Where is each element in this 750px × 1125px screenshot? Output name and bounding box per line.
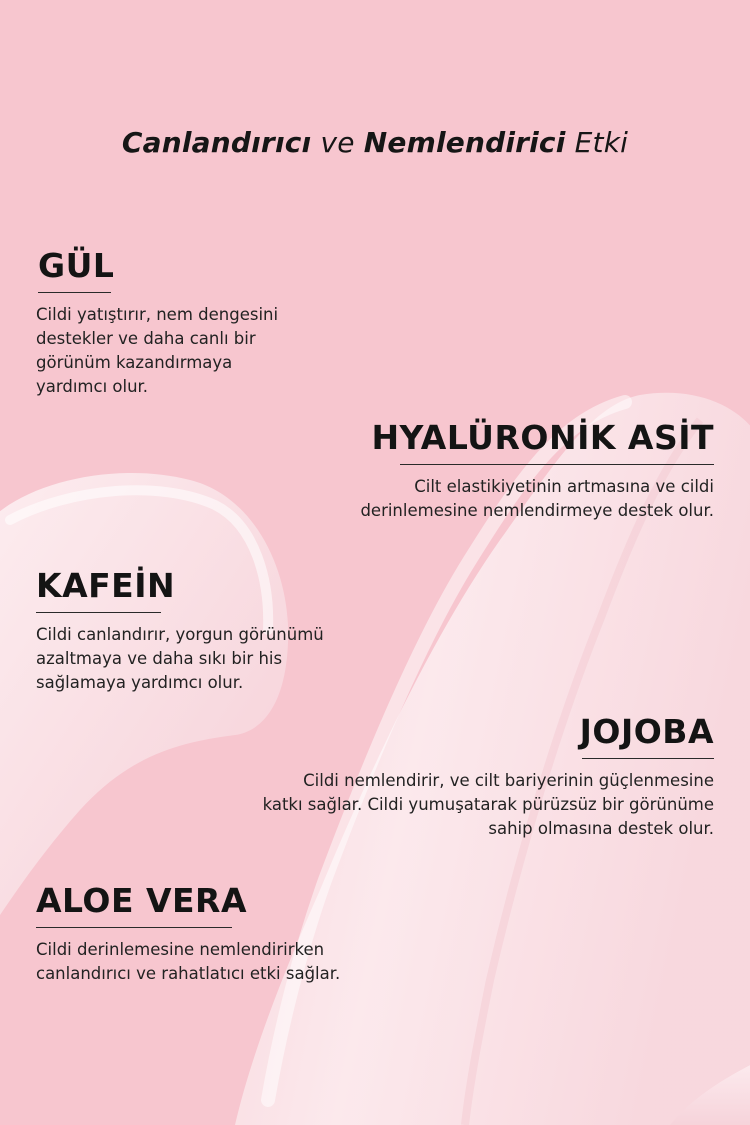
- headline-part-3: Nemlendirici: [363, 126, 566, 159]
- ingredient-description: Cildi canlandırır, yorgun görünümü azaltmaya ve daha sıkı bir his sağlamaya yardımcı olur.: [36, 625, 324, 692]
- headline-part-4: Etki: [574, 126, 629, 159]
- page-headline: [0, 126, 750, 159]
- cream-swatch-left: [0, 473, 288, 930]
- ingredient-description: Cildi derinlemesine nemlendirirken canlandırıcı ve rahatlatıcı etki sağlar.: [36, 940, 341, 983]
- ingredient-gul: [36, 246, 336, 399]
- title-divider: [582, 758, 714, 759]
- ingredient-title: HYALÜRONİK ASİT: [371, 418, 714, 457]
- ingredient-description: Cildi nemlendirir, ve cilt bariyerinin güçlenmesine katkı sağlar. Cildi yumuşatarak pürüzsüz bir görünüme sahip olmasına destek olur.: [262, 771, 714, 838]
- ingredient-description: Cildi yatıştırır, nem dengesini destekler ve daha canlı bir görünüm kazandırmaya yardımcı olur.: [36, 305, 279, 396]
- title-divider: [36, 927, 232, 928]
- headline-part-1: Canlandırıcı: [121, 126, 312, 159]
- ingredient-title: KAFEİN: [36, 566, 176, 605]
- title-divider: [38, 292, 111, 293]
- ingredient-title: GÜL: [38, 246, 115, 285]
- ingredient-hyaluronik-asit: [300, 418, 714, 523]
- ingredient-description: Cilt elastikiyetinin artmasına ve cildi derinlemesine nemlendirmeye destek olur.: [360, 477, 714, 520]
- ingredient-aloe-vera: [36, 881, 416, 986]
- title-divider: [400, 464, 714, 465]
- ingredient-title: JOJOBA: [579, 712, 714, 751]
- ingredient-jojoba: [230, 712, 714, 841]
- ingredient-kafein: [36, 566, 376, 695]
- ingredient-title: ALOE VERA: [36, 881, 248, 920]
- title-divider: [36, 612, 161, 613]
- headline-part-2: ve: [320, 126, 355, 159]
